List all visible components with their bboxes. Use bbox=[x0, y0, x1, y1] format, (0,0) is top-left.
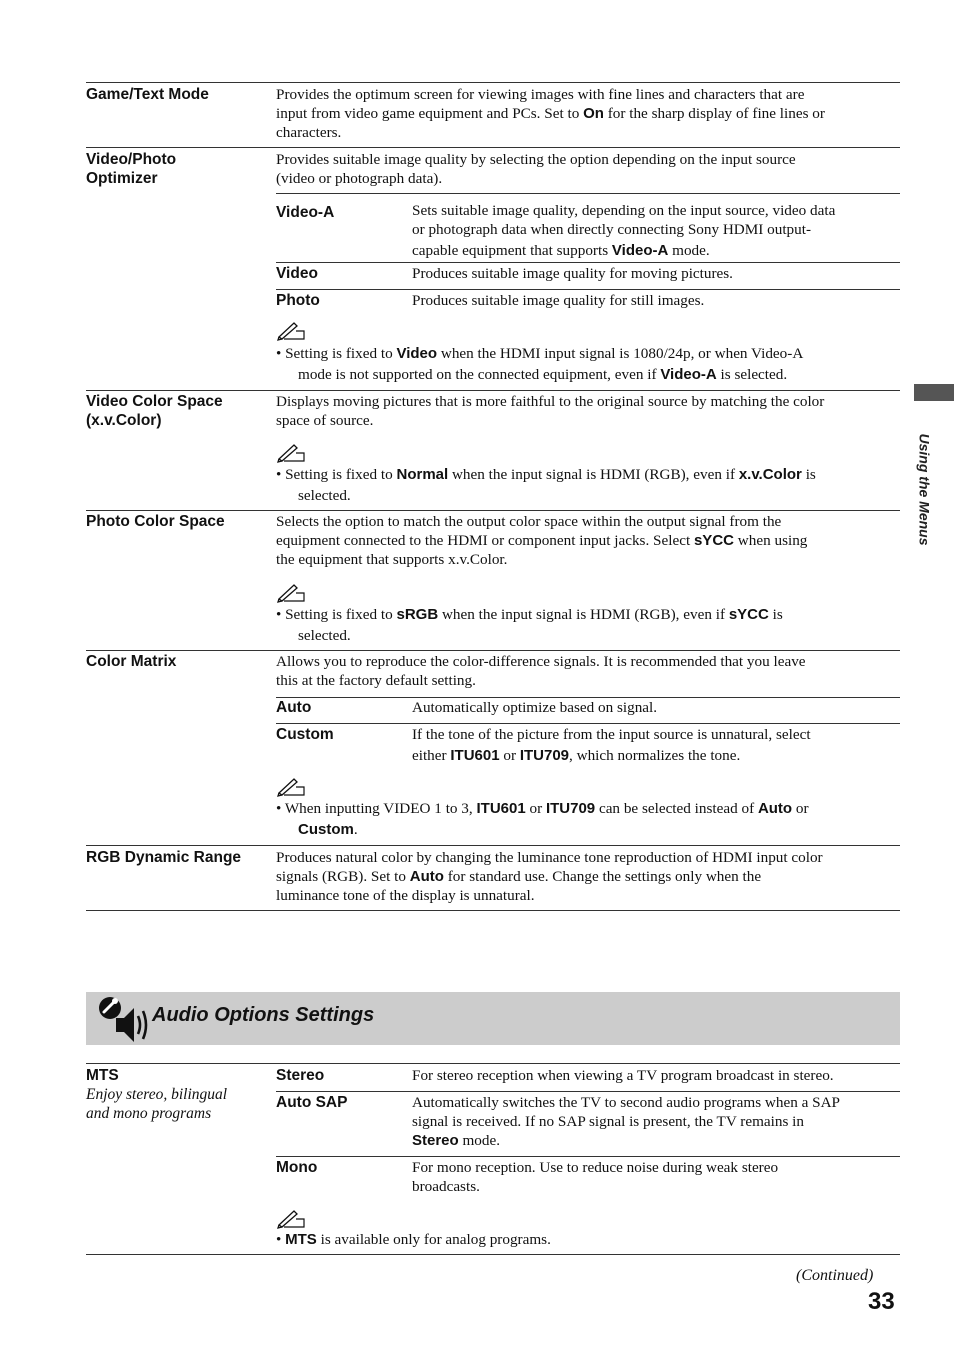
option-custom: Custom If the tone of the picture from the input source is unnatural, select either ITU601 or ITU709, which normalizes the tone. bbox=[276, 723, 900, 774]
note-pencil-icon bbox=[276, 1207, 306, 1229]
term-video-photo-optimizer: Video/Photo Optimizer bbox=[86, 151, 177, 187]
desc-photo-color-space: Selects the option to match the output color space within the output signal from the equipment connected to the HDMI or component input jacks. Select sYCC when using the equipment that supports x.v.Color. bbox=[276, 513, 808, 568]
option-auto-sap: Auto SAP Automatically switches the TV to second audio programs when a SAP signal is received. If no SAP signal is present, the TV remains in Stereo mode. bbox=[276, 1091, 900, 1156]
option-stereo: Stereo For stereo reception when viewing a TV program broadcast in stereo. bbox=[276, 1067, 834, 1084]
note-video-color-space: • Setting is fixed to Normal when the input signal is HDMI (RGB), even if x.v.Color is selected. bbox=[276, 466, 816, 504]
note-pencil-icon bbox=[276, 441, 306, 463]
note-photo-color-space: • Setting is fixed to sRGB when the input signal is HDMI (RGB), even if sYCC is selected. bbox=[276, 606, 783, 644]
desc-game-text-mode: Provides the optimum screen for viewing images with fine lines and characters that are input from video game equipment and PCs. Set to On for the sharp display of fine lines or characters. bbox=[276, 86, 825, 141]
section-tab-marker bbox=[914, 384, 954, 401]
section-header-audio-options bbox=[86, 992, 900, 1045]
row-photo-color-space bbox=[86, 510, 900, 651]
row-video-photo-optimizer bbox=[86, 147, 900, 391]
row-mts bbox=[86, 1063, 900, 1255]
desc-color-matrix: Allows you to reproduce the color-difference signals. It is recommended that you leave this at the factory default setting. bbox=[276, 653, 806, 689]
row-color-matrix bbox=[86, 650, 900, 846]
option-auto: Auto Automatically optimize based on signal. bbox=[276, 697, 900, 724]
sidebar-label: Using the Menus bbox=[916, 433, 933, 546]
continued-label: (Continued) bbox=[796, 1267, 874, 1284]
desc-video-color-space: Displays moving pictures that is more faithful to the original source by matching the color space of source. bbox=[276, 393, 825, 429]
note-mts: • MTS is available only for analog programs. bbox=[276, 1231, 551, 1248]
option-mono: Mono For mono reception. Use to reduce noise during weak stereo broadcasts. bbox=[276, 1156, 900, 1205]
option-video: Video Produces suitable image quality for moving pictures. bbox=[276, 262, 900, 289]
note-video-photo-optimizer: • Setting is fixed to Video when the HDMI input signal is 1080/24p, or when Video-A mode is not supported on the connected equipment, even if Video-A is selected. bbox=[276, 345, 804, 383]
page-number: 33 bbox=[868, 1288, 895, 1315]
term-photo-color-space: Photo Color Space bbox=[86, 513, 225, 530]
row-video-color-space bbox=[86, 390, 900, 511]
term-mts: MTS bbox=[86, 1067, 119, 1084]
note-pencil-icon bbox=[276, 581, 306, 603]
note-pencil-icon bbox=[276, 775, 306, 797]
term-game-text-mode: Game/Text Mode bbox=[86, 86, 209, 103]
term-rgb-dynamic-range: RGB Dynamic Range bbox=[86, 849, 242, 866]
desc-video-photo-optimizer: Provides suitable image quality by selecting the option depending on the input source (video or photograph data). bbox=[276, 151, 796, 187]
option-photo: Photo Produces suitable image quality for still images. bbox=[276, 289, 900, 316]
wrench-speaker-icon bbox=[94, 994, 150, 1044]
term-video-color-space: Video Color Space (x.v.Color) bbox=[86, 393, 223, 429]
term-color-matrix: Color Matrix bbox=[86, 653, 177, 670]
note-pencil-icon bbox=[276, 319, 306, 341]
note-color-matrix: • When inputting VIDEO 1 to 3, ITU601 or ITU709 can be selected instead of Auto or Custom. bbox=[276, 800, 809, 838]
row-game-text-mode bbox=[86, 82, 900, 148]
section-title: Audio Options Settings bbox=[152, 1004, 375, 1026]
desc-rgb-dynamic-range: Produces natural color by changing the luminance tone reproduction of HDMI input color signals (RGB). Set to Auto for standard use. Change the settings only when the luminance tone of the display is unnatural. bbox=[276, 849, 823, 904]
row-rgb-dynamic-range bbox=[86, 845, 900, 911]
option-video-a: Video-A Sets suitable image quality, depending on the input source, video data or photograph data when directly connecting Sony HDMI output- capable equipment that supports Video-A mode. bbox=[276, 193, 900, 262]
mts-subtitle: Enjoy stereo, bilingual and mono programs bbox=[86, 1086, 228, 1122]
